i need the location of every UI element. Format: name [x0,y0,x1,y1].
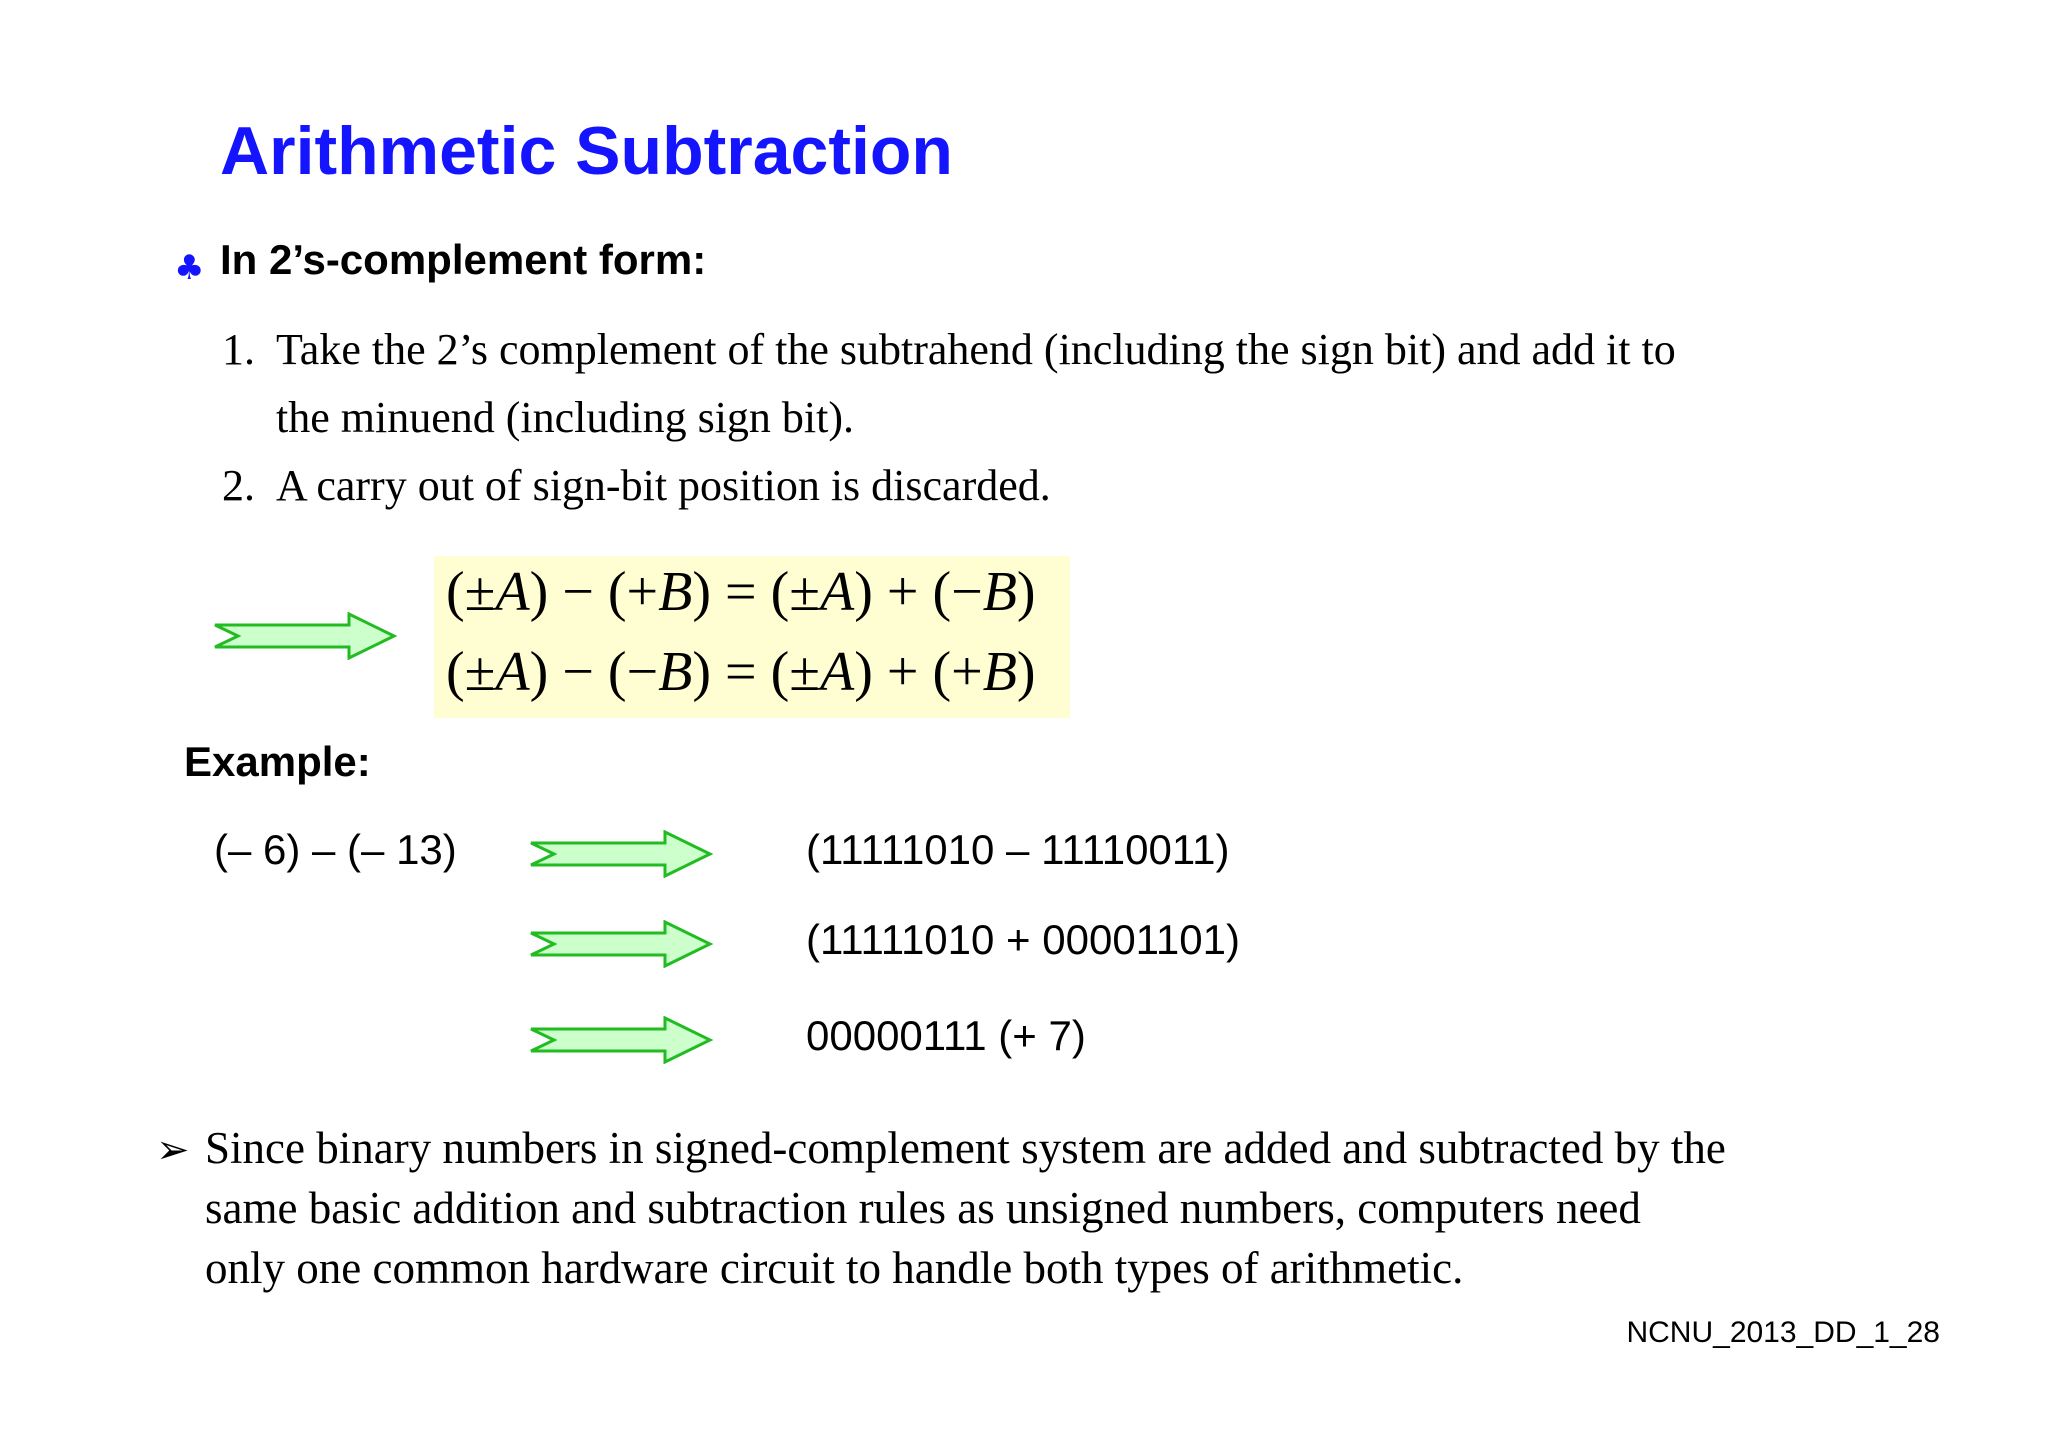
section-heading: In 2’s-complement form: [220,236,707,283]
slide-footer: NCNU_2013_DD_1_28 [1626,1316,1940,1349]
example-result: (11111010 + 00001101) [806,916,1240,963]
example-result: (11111010 – 11110011) [806,826,1230,873]
right-arrow-icon [528,920,714,968]
example-expression: (– 6) – (– 13) [214,826,457,873]
right-arrow-icon [528,1016,714,1064]
arrowhead-bullet-icon: ➢ [156,1127,190,1173]
step-text: Take the 2’s complement of the subtrahend (including the sign bit) and add it to [276,325,1676,374]
example-result: 00000111 (+ 7) [806,1012,1086,1059]
step-number: 2. [222,461,255,510]
step-text: the minuend (including sign bit). [276,393,855,442]
right-arrow-icon [212,612,398,660]
right-arrow-icon [528,830,714,878]
note-line: only one common hardware circuit to handle both types of arithmetic. [205,1243,1464,1293]
example-label: Example: [184,738,371,785]
step-text: A carry out of sign-bit position is discarded. [276,461,1051,510]
formula: (±A) − (+B) = (±A) + (−B) [446,561,1036,623]
step-number: 1. [222,325,255,374]
club-icon: ♣ [174,248,205,288]
slide-title: Arithmetic Subtraction [220,113,953,189]
note-line: same basic addition and subtraction rules as unsigned numbers, computers need [205,1183,1641,1233]
note-line: Since binary numbers in signed-complement system are added and subtracted by the [205,1123,1726,1173]
formula: (±A) − (−B) = (±A) + (+B) [446,641,1036,703]
